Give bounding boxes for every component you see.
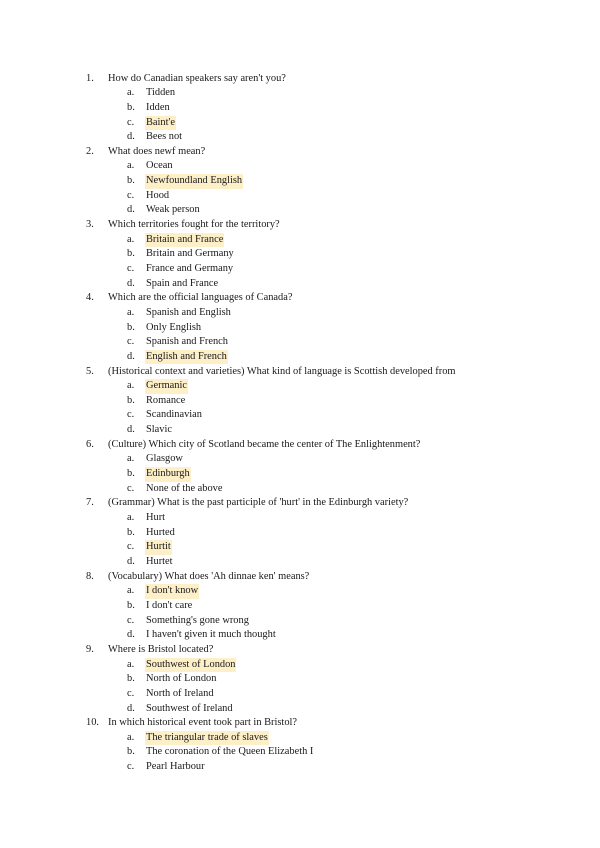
option-text: Pearl Harbour (146, 761, 205, 773)
option-text: Slavic (146, 424, 172, 436)
question-text: (Historical context and varieties) What kind of language is Scottish developed from (108, 365, 456, 377)
option-text: Spain and France (146, 277, 219, 289)
option-letter: d. (127, 629, 135, 641)
option-letter: a. (127, 380, 135, 392)
option-line (0, 379, 600, 394)
option-line (0, 745, 600, 760)
option-line (0, 628, 600, 643)
option-text: I don't care (146, 599, 193, 611)
option-line (0, 555, 600, 570)
option-letter: b. (127, 673, 135, 685)
option-letter: c. (127, 761, 135, 773)
question-number: 9. (86, 643, 94, 655)
question-text: (Grammar) What is the past participle of 'hurt' in the Edinburgh variety? (108, 497, 409, 509)
option-line (0, 321, 600, 336)
option-text: Hurt (146, 512, 166, 523)
option-line (0, 526, 600, 541)
option-text: Southwest of Ireland (146, 702, 233, 714)
question-line (0, 365, 600, 380)
option-letter: d. (127, 277, 135, 289)
option-line (0, 189, 600, 204)
option-text: None of the above (146, 482, 223, 494)
highlighted-answer: Hurtit (145, 540, 172, 555)
option-letter: c. (127, 482, 135, 494)
option-line (0, 760, 600, 775)
option-letter: c. (127, 541, 135, 553)
question-number: 1. (86, 72, 94, 84)
option-text: Tidden (146, 87, 176, 99)
option-line (0, 511, 600, 526)
option-text: Hurted (146, 526, 175, 538)
option-letter: b. (127, 248, 135, 260)
option-text: Britain and Germany (146, 248, 234, 260)
option-letter: b. (127, 526, 135, 538)
option-line (0, 101, 600, 116)
option-letter: a. (127, 731, 135, 743)
option-text: Spanish and English (146, 306, 231, 318)
option-letter: c. (127, 189, 135, 201)
option-letter: c. (127, 263, 135, 274)
highlighted-answer: Britain and France (145, 233, 224, 248)
question-line (0, 291, 600, 306)
option-line (0, 116, 600, 131)
option-line (0, 467, 600, 482)
option-text: I haven't given it much thought (146, 629, 276, 641)
option-letter: a. (127, 453, 135, 465)
option-text: Bees not (146, 131, 183, 143)
highlighted-answer: Edinburgh (145, 467, 191, 482)
option-line (0, 540, 600, 555)
highlighted-answer: Southwest of London (145, 658, 236, 673)
option-line (0, 306, 600, 321)
option-text: Spanish and French (146, 336, 228, 348)
question-number: 5. (86, 365, 94, 377)
question-line (0, 145, 600, 160)
option-line (0, 452, 600, 467)
option-text: Romance (146, 394, 186, 406)
option-text: Glasgow (146, 453, 183, 465)
highlighted-answer: Germanic (145, 379, 188, 394)
option-line (0, 408, 600, 423)
option-line (0, 247, 600, 262)
option-line (0, 599, 600, 614)
question-text: (Culture) Which city of Scotland became the center of The Enlightenment? (108, 438, 421, 450)
option-letter: d. (127, 204, 135, 216)
question-line (0, 496, 600, 511)
option-line (0, 350, 600, 365)
option-letter: b. (127, 746, 135, 758)
option-line (0, 702, 600, 717)
option-text: Ocean (146, 160, 173, 172)
question-line (0, 218, 600, 233)
question-number: 10. (86, 717, 99, 729)
question-text: (Vocabulary) What does 'Ah dinnae ken' means? (108, 570, 310, 582)
option-line (0, 262, 600, 277)
option-line (0, 335, 600, 350)
question-text: Where is Bristol located? (108, 643, 214, 655)
option-text: Weak person (146, 204, 200, 216)
question-text: In which historical event took part in Bristol? (108, 717, 298, 729)
option-line (0, 86, 600, 101)
option-line (0, 584, 600, 599)
highlighted-answer: Baint'e (145, 116, 176, 131)
question-number: 4. (86, 292, 94, 304)
option-letter: c. (127, 614, 135, 626)
option-letter: c. (127, 116, 135, 128)
option-text: Hood (146, 189, 170, 201)
question-text: How do Canadian speakers say aren't you? (108, 72, 286, 84)
question-number: 8. (86, 570, 94, 582)
option-line (0, 672, 600, 687)
option-letter: a. (127, 160, 135, 172)
highlighted-answer: English and French (145, 350, 228, 365)
option-letter: b. (127, 394, 135, 406)
option-letter: c. (127, 336, 135, 348)
option-letter: b. (127, 468, 135, 480)
option-text: Only English (146, 321, 202, 333)
option-line (0, 130, 600, 145)
question-number: 7. (86, 497, 94, 509)
option-letter: b. (127, 321, 135, 333)
option-line (0, 658, 600, 673)
option-letter: a. (127, 233, 135, 245)
question-text: Which territories fought for the territory? (108, 219, 280, 230)
option-line (0, 277, 600, 292)
highlighted-answer: The triangular trade of slaves (145, 731, 269, 746)
option-letter: d. (127, 424, 135, 436)
option-text: France and Germany (146, 263, 234, 274)
option-text: Hurtet (146, 556, 173, 567)
option-letter: a. (127, 585, 135, 597)
question-line (0, 570, 600, 585)
highlighted-answer: I don't know (145, 584, 199, 599)
option-line (0, 482, 600, 497)
option-text: Idden (146, 101, 170, 113)
option-letter: d. (127, 702, 135, 714)
question-line (0, 643, 600, 658)
option-line (0, 423, 600, 438)
option-text: North of London (146, 673, 217, 685)
question-line (0, 72, 600, 87)
option-line (0, 203, 600, 218)
question-line (0, 716, 600, 731)
option-letter: b. (127, 175, 135, 187)
option-letter: a. (127, 306, 135, 318)
option-text: Something's gone wrong (146, 614, 249, 626)
question-number: 2. (86, 145, 94, 157)
highlighted-answer: Newfoundland English (145, 174, 243, 189)
option-letter: a. (127, 658, 135, 670)
option-line (0, 233, 600, 248)
option-text: The coronation of the Queen Elizabeth I (146, 746, 314, 758)
question-line (0, 438, 600, 453)
option-letter: c. (127, 687, 135, 699)
option-letter: a. (127, 512, 135, 523)
option-letter: c. (127, 409, 135, 421)
option-line (0, 731, 600, 746)
option-line (0, 174, 600, 189)
question-number: 3. (86, 219, 94, 230)
question-text: What does newf mean? (108, 145, 206, 157)
option-letter: b. (127, 101, 135, 113)
option-letter: b. (127, 599, 135, 611)
option-letter: d. (127, 131, 135, 143)
option-line (0, 687, 600, 702)
option-line (0, 614, 600, 629)
option-text: North of Ireland (146, 687, 214, 699)
option-letter: d. (127, 350, 135, 362)
question-text: Which are the official languages of Canada? (108, 292, 293, 304)
option-line (0, 159, 600, 174)
option-line (0, 394, 600, 409)
option-text: Scandinavian (146, 409, 202, 421)
question-number: 6. (86, 438, 94, 450)
option-letter: d. (127, 556, 135, 567)
option-letter: a. (127, 87, 135, 99)
